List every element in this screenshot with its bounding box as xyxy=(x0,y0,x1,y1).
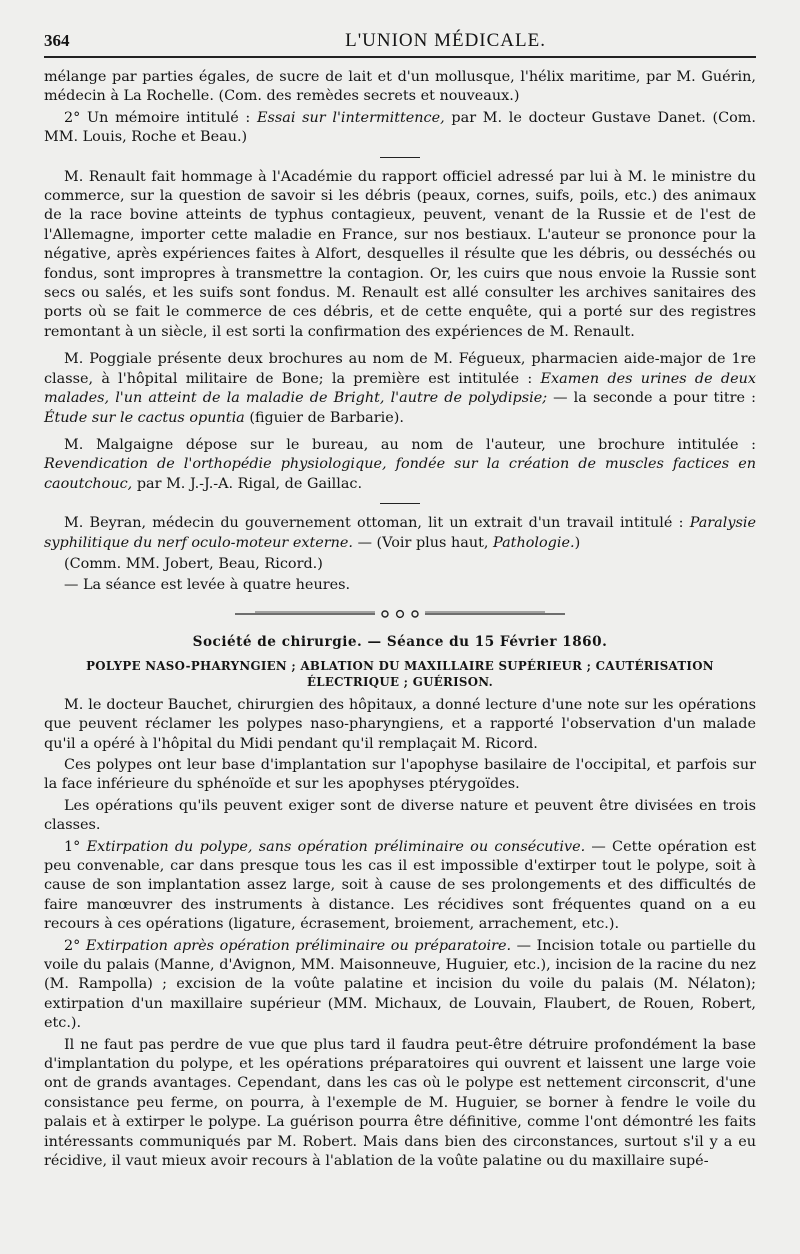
separator-rule-2 xyxy=(380,503,420,504)
paragraph-beyran: M. Beyran, médecin du gouvernement ottoman, lit un extrait d'un travail intitulé : Paralysie syphilitique du nerf oculo-moteur externe. — (Voir plus haut, Pathologie.) xyxy=(44,515,756,551)
title-essai: Essai sur l'intermittence, xyxy=(256,109,445,126)
subject-heading: POLYPE NASO-PHARYNGIEN ; ABLATION DU MAXILLAIRE SUPÉRIEUR ; CAUTÉRISATION ÉLECTRIQUE ; GUÉRISON. xyxy=(86,658,714,689)
paragraph-guerin: mélange par parties égales, de sucre de lait et d'un mollusque, l'hélix maritime, par M. Guérin, médecin à La Rochelle. (Com. des remèdes secrets et nouveaux.) xyxy=(44,69,756,105)
running-title: L'UNION MÉDICALE. xyxy=(345,30,546,51)
separator-rule xyxy=(380,157,420,158)
body-paragraph-1: M. le docteur Bauchet, chirurgien des hôpitaux, a donné lecture d'une note sur les opérations que peuvent réclamer les polypes naso-pharyngiens, et a rapporté l'observation d'un malade qu'il a opéré à l'hôpital du Midi pendant qu'il remplaçait M. Ricord. xyxy=(44,696,756,752)
section-title: Société de chirurgie. — Séance du 15 Février 1860. xyxy=(192,633,608,650)
paragraph-danet: 2° Un mémoire intitulé : Essai sur l'intermittence, par M. le docteur Gustave Danet. (Com. MM. Louis, Roche et Beau.) xyxy=(44,109,756,146)
document-page xyxy=(44,30,756,1172)
paragraph-malgaigne: M. Malgaigne dépose sur le bureau, au nom de l'auteur, une brochure intitulée : Revendication de l'orthopédie physiologique, fondée sur la création de muscles factices en caoutchouc, par M. J.-J.-A. Rigal, de Gaillac. xyxy=(44,436,756,492)
paragraph-renault: M. Renault fait hommage à l'Académie du rapport officiel adressé par lui à M. le ministre du commerce, sur la question de savoir si les débris (peaux, cornes, suifs, poils, etc.) des animaux de la race bovine atteints de typhus contagieux, peuvent, venant de la Russie et de l'est de l'Allemagne, importer cette maladie en France, sur nos bestiaux. L'auteur se prononce pour la négative, après expériences faites à Alfort, desquelles il résulte que les débris, ou desséchés ou fondus, sont impropres à transmettre la contagion. Or, les cuirs que nous envoie la Russie sont secs ou salés, et les suifs sont fondus. M. Renault est allé consulter les archives sanitaires des ports où se fait le commerce de ces débris, et de cette enquête, qui a porté sur des registres remontant à un siècle, il est sorti la confirmation des expériences de M. Renault. xyxy=(44,168,756,340)
body-paragraph-3: Les opérations qu'ils peuvent exiger sont de diverse nature et peuvent être divisées en trois classes. xyxy=(44,797,756,834)
body-paragraph-6: Il ne faut pas perdre de vue que plus tard il faudra peut-être détruire profondément la base d'implantation du polype, et les opérations préparatoires qui ouvrent et laissent une large voie ont de grands avantages. Cependant, dans les cas où le polype est nettement circonscrit, d'une consistance peu ferme, on pourra, à l'exemple de M. Huguier, se borner à fendre le voile du palais et à extirper le polype. La guérison pourra être définitive, comme l'ont démontré les faits intéressants communiqués par M. Robert. Mais dans bien des circonstances, surtout s'il y a eu récidive, il vaut mieux avoir recours à l'ablation de la voûte palatine ou du maxillaire supé- xyxy=(44,1036,756,1170)
page-header xyxy=(44,30,756,52)
ornament-divider xyxy=(235,608,565,620)
paragraph-poggiale: M. Poggiale présente deux brochures au nom de M. Fégueux, pharmacien aide-major de 1re classe, à l'hôpital militaire de Bone; la première est intitulée : Examen des urines de deux malades, l'un atteint de la maladie de Bright, l'autre de polydipsie; — la seconde a pour titre : Étude sur le cactus opuntia (figuier de Barbarie). xyxy=(44,351,756,426)
paragraph-commission: (Comm. MM. Jobert, Beau, Ricord.) xyxy=(64,555,323,572)
page-number: 364 xyxy=(44,31,70,50)
body-paragraph-4: 1° Extirpation du polype, sans opération préliminaire ou consécutive. — Cette opération est peu convenable, car dans presque tous les cas il est impossible d'extirper tout le polype, soit à cause de son implantation assez large, soit à cause de ses prolongements et des difficultés de faire manœuvrer des instruments à distance. Les récidives sont fréquentes quand on a eu recours à ces opérations (ligature, écrasement, broiement, arrachement, etc.). xyxy=(44,838,757,933)
paragraph-closing: — La séance est levée à quatre heures. xyxy=(64,577,351,594)
body-paragraph-2: Ces polypes ont leur base d'implantation sur l'apophyse basilaire de l'occipital, et parfois sur la face inférieure du sphénoïde et sur les apophyses ptérygoïdes. xyxy=(44,756,756,793)
header-rule xyxy=(44,56,756,58)
body-paragraph-5: 2° Extirpation après opération préliminaire ou préparatoire. — Incision totale ou partielle du voile du palais (Manne, d'Avignon, MM. Maisonneuve, Huguier, etc.), incision de la racine du nez (M. Rampolla) ; excision de la voûte palatine et incision du voile du palais (M. Nélaton); extirpation d'un maxillaire supérieur (MM. Michaux, de Louvain, Flaubert, de Rouen, Robert, etc.). xyxy=(44,937,756,1032)
